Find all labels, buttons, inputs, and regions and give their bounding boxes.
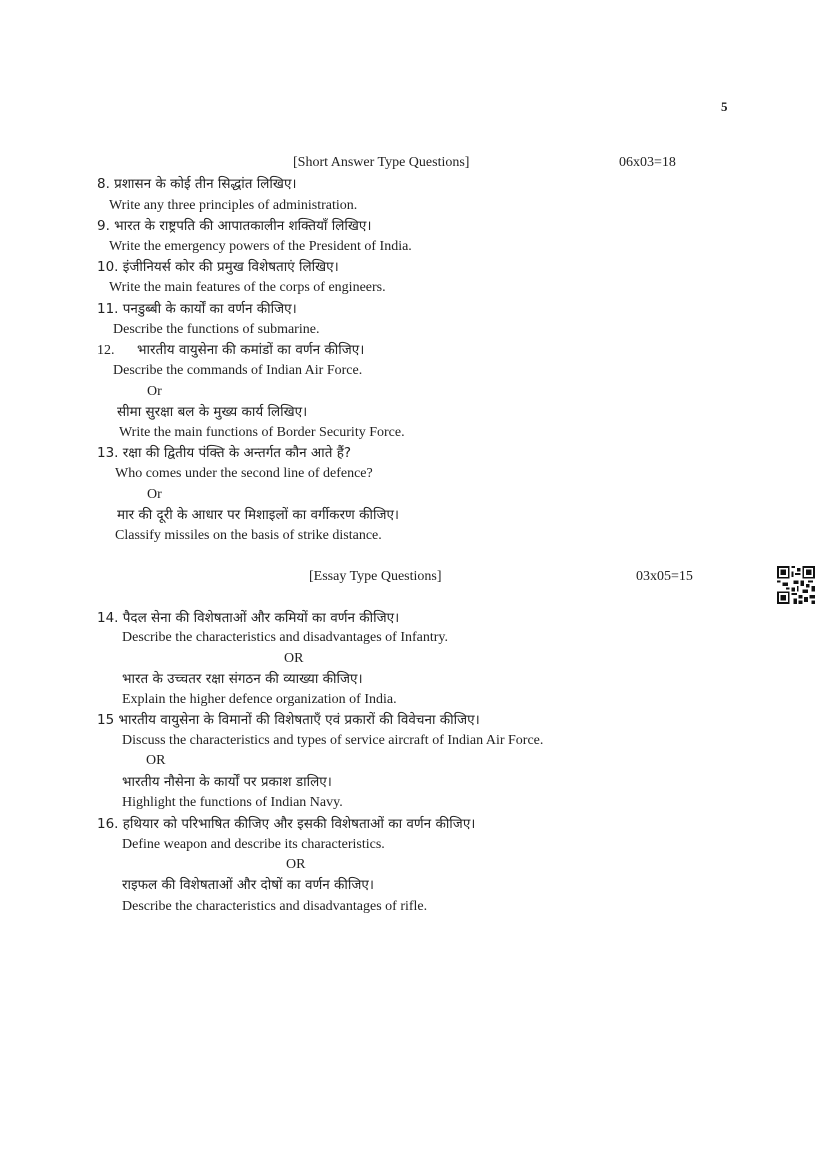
question-12-english: Describe the commands of Indian Air Force.: [113, 363, 363, 378]
question-16-alt-english: Describe the characteristics and disadvantages of rifle.: [122, 899, 428, 914]
qr-code-icon: [777, 566, 815, 604]
question-16-english: Define weapon and describe its characteristics.: [122, 837, 385, 852]
question-14-english: Describe the characteristics and disadvantages of Infantry.: [122, 630, 449, 645]
question-15-alt-hindi: भारतीय नौसेना के कार्यों पर प्रकाश डालिए।: [122, 774, 332, 790]
question-12-or: Or: [147, 384, 162, 399]
question-13-or: Or: [147, 487, 162, 502]
question-12-hindi: भारतीय वायुसेना की कमांडों का वर्णन कीजिए।: [137, 342, 365, 358]
question-14-alt-english: Explain the higher defence organization of India.: [122, 692, 397, 707]
question-12-number: 12.: [97, 343, 115, 358]
question-8-english: Write any three principles of administration.: [109, 198, 358, 213]
question-10-english: Write the main features of the corps of engineers.: [109, 280, 386, 295]
question-16-or: OR: [286, 857, 306, 872]
section-marks-essay: 03x05=15: [636, 569, 693, 584]
section-marks-short-answer: 06x03=18: [619, 155, 676, 170]
section-heading-essay: [Essay Type Questions]: [309, 569, 442, 584]
question-8-hindi: 8. प्रशासन के कोई तीन सिद्धांत लिखिए।: [97, 176, 297, 192]
page-number: 5: [721, 99, 728, 114]
question-10-hindi: 10. इंजीनियर्स कोर की प्रमुख विशेषताएं लिखिए।: [97, 259, 339, 275]
question-9-english: Write the emergency powers of the President of India.: [109, 239, 412, 254]
question-12-alt-hindi: सीमा सुरक्षा बल के मुख्य कार्य लिखिए।: [117, 404, 308, 420]
question-14-hindi: 14. पैदल सेना की विशेषताओं और कमियों का वर्णन कीजिए।: [97, 610, 400, 626]
question-15-alt-english: Highlight the functions of Indian Navy.: [122, 795, 343, 810]
question-11-english: Describe the functions of submarine.: [113, 322, 320, 337]
question-13-english: Who comes under the second line of defence?: [115, 466, 373, 481]
question-15-or: OR: [146, 753, 166, 768]
question-15-hindi: 15 भारतीय वायुसेना के विमानों की विशेषताएँ एवं प्रकारों की विवेचना कीजिए।: [97, 712, 480, 728]
question-16-hindi: 16. हथियार को परिभाषित कीजिए और इसकी विशेषताओं का वर्णन कीजिए।: [97, 816, 476, 832]
question-12-alt-english: Write the main functions of Border Security Force.: [119, 425, 405, 440]
question-14-alt-hindi: भारत के उच्चतर रक्षा संगठन की व्याख्या कीजिए।: [122, 671, 363, 687]
question-15-english: Discuss the characteristics and types of service aircraft of Indian Air Force.: [122, 733, 544, 748]
question-9-hindi: 9. भारत के राष्ट्रपति की आपातकालीन शक्तियाँ लिखिए।: [97, 218, 372, 234]
question-11-hindi: 11. पनडुब्बी के कार्यों का वर्णन कीजिए।: [97, 301, 297, 317]
question-13-alt-english: Classify missiles on the basis of strike distance.: [115, 528, 382, 543]
question-13-hindi: 13. रक्षा की द्वितीय पंक्ति के अन्तर्गत कौन आते हैं?: [97, 445, 352, 461]
question-14-or: OR: [284, 651, 304, 666]
question-13-alt-hindi: मार की दूरी के आधार पर मिशाइलों का वर्गीकरण कीजिए।: [117, 507, 400, 523]
section-heading-short-answer: [Short Answer Type Questions]: [293, 155, 470, 170]
question-16-alt-hindi: राइफल की विशेषताओं और दोषों का वर्णन कीजिए।: [122, 877, 374, 893]
